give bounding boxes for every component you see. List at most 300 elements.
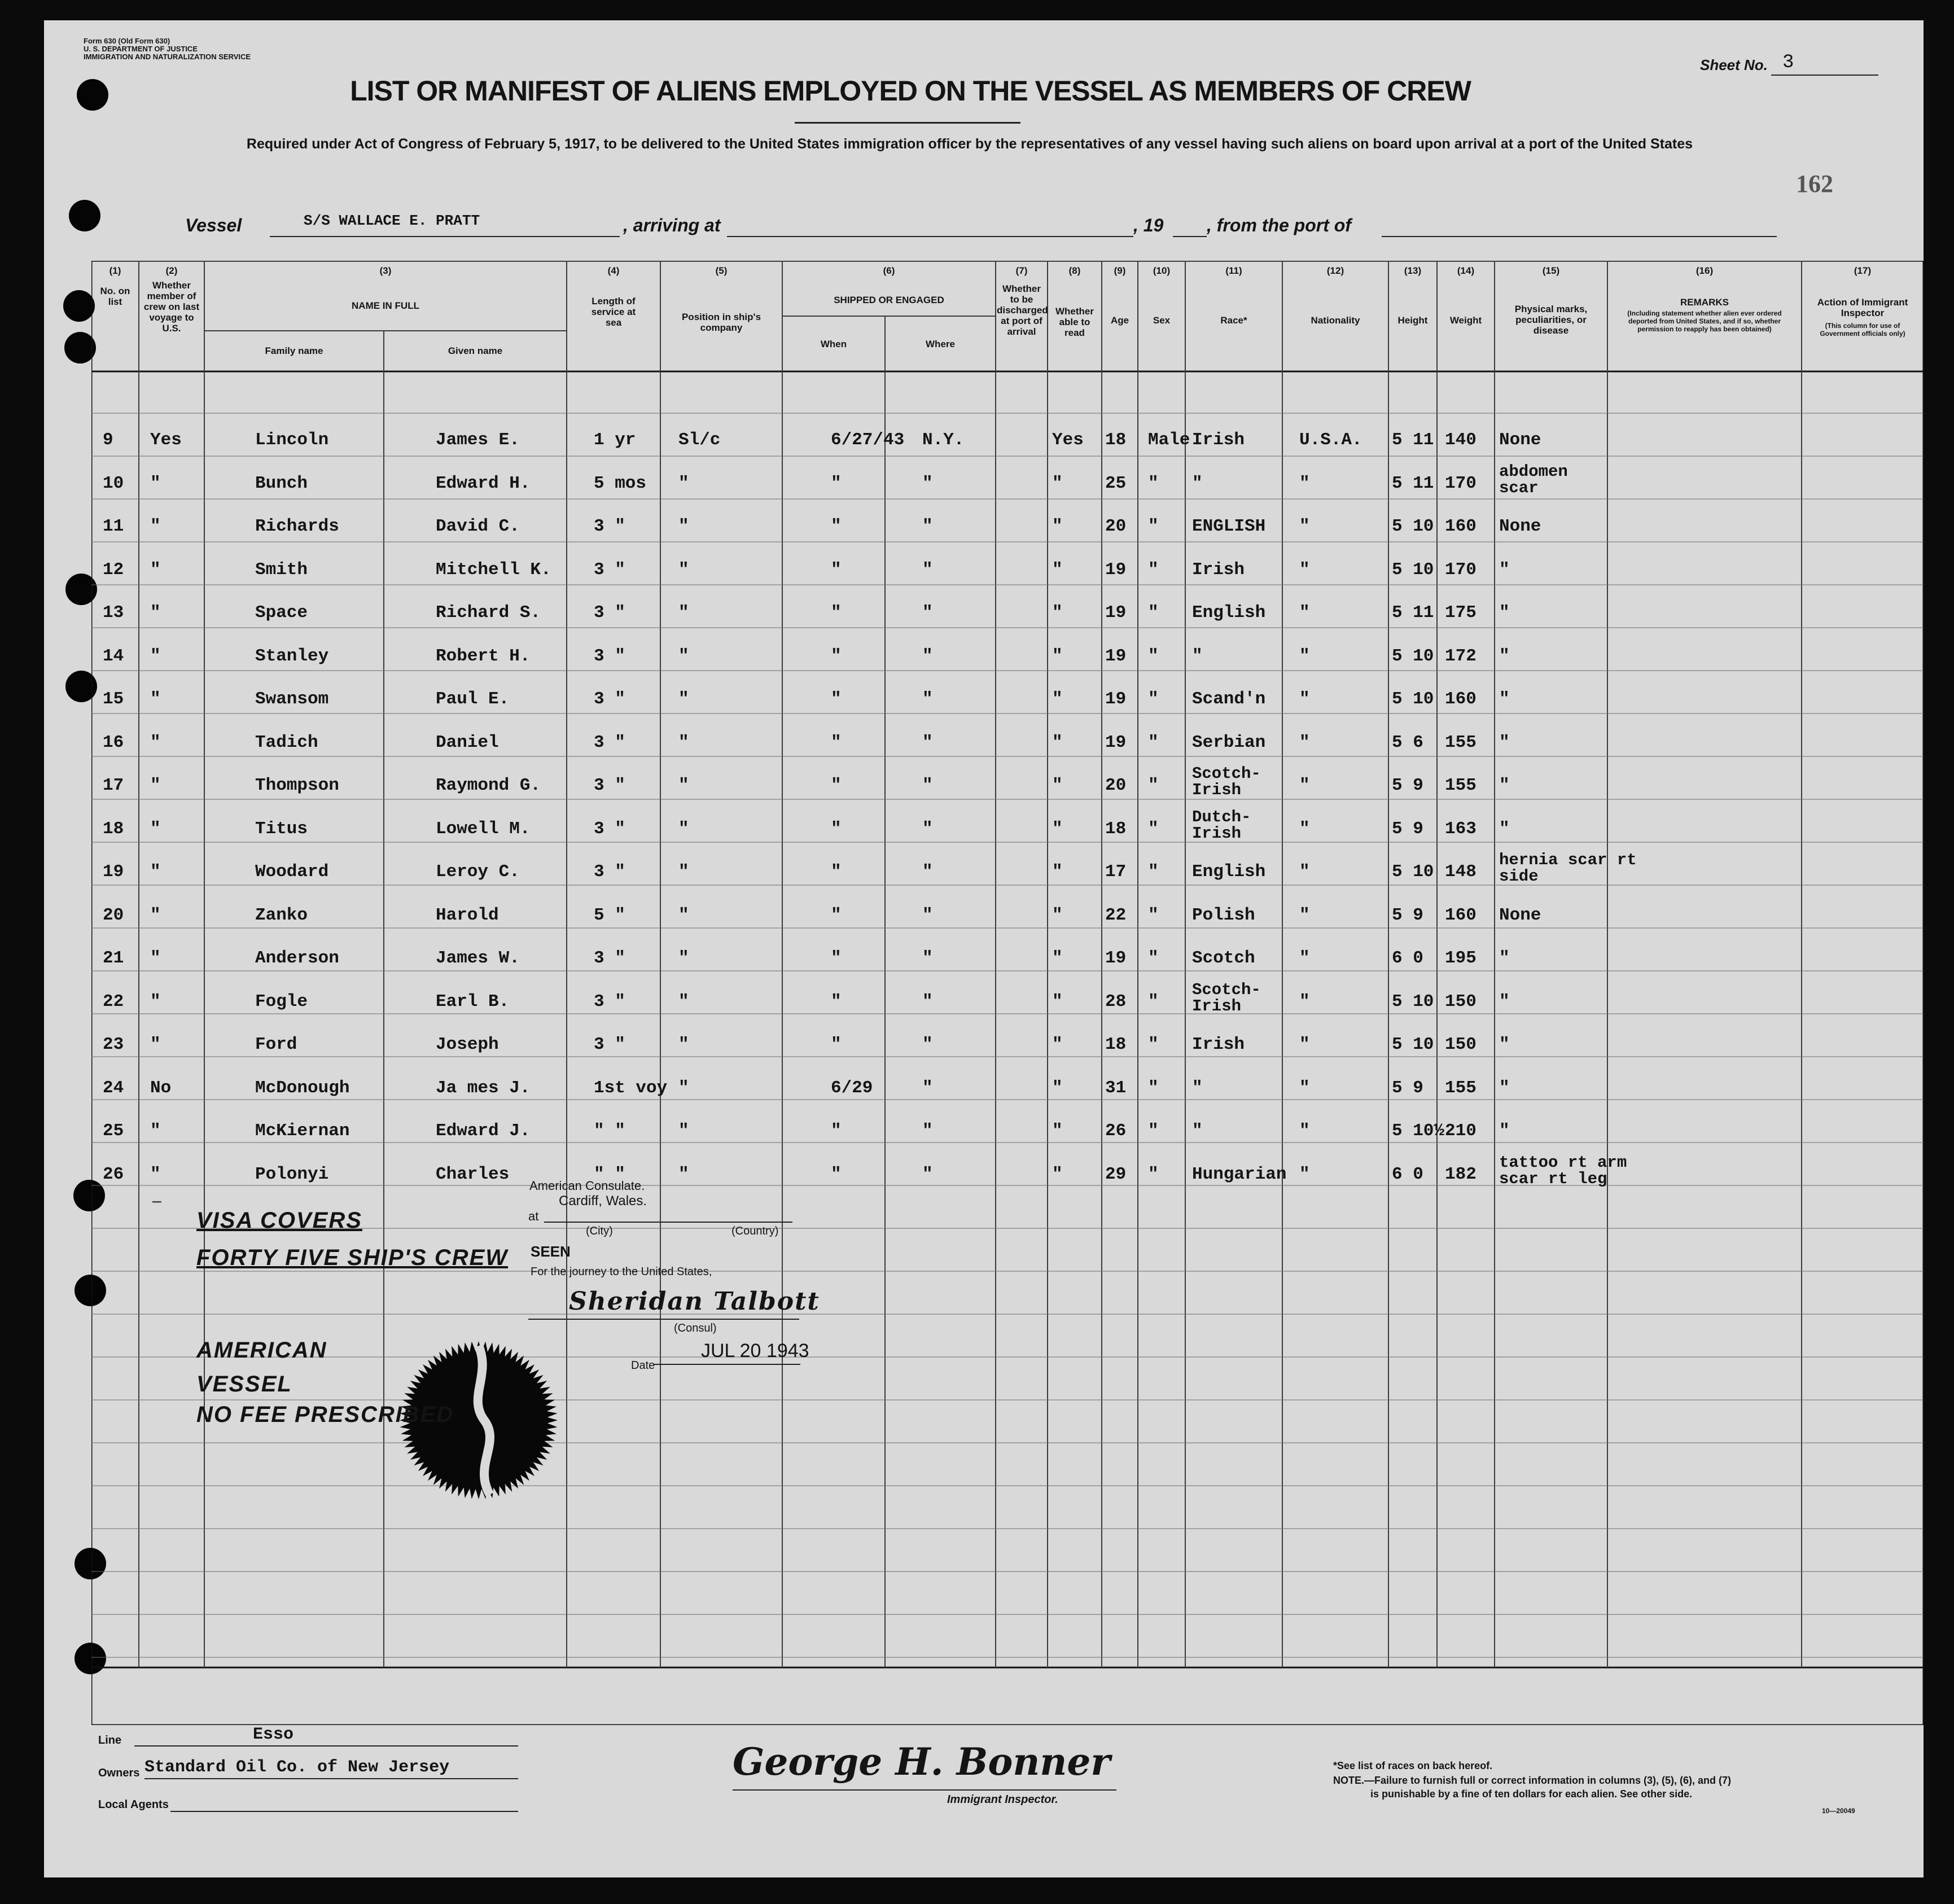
cell-height: 5 10 — [1392, 689, 1434, 709]
cell-nationality: " — [1299, 689, 1310, 709]
cell-shipped-where: " — [922, 991, 933, 1012]
arriving-label: , arriving at — [623, 215, 721, 235]
cell-able-to-read: " — [1052, 1035, 1063, 1054]
col-header-remarks-note: (Including statement whether alien ever ordered deported from United States, and if so, whether permission to reapply has been obtained) — [1627, 309, 1782, 333]
cell-physical-marks: " — [1499, 1035, 1510, 1054]
cell-position: " — [678, 689, 689, 709]
cell-length-of-service: " " — [594, 1121, 625, 1141]
cell-length-of-service: 3 " — [594, 689, 625, 709]
inspector-signature: George H. Bonner — [733, 1740, 1111, 1784]
cell-physical-marks: " — [1499, 948, 1510, 968]
owners-label: Owners — [98, 1767, 140, 1779]
cell-nationality: " — [1299, 948, 1310, 968]
cell-age: 19 — [1105, 732, 1127, 752]
cell-age: 28 — [1105, 991, 1127, 1012]
cell-age: 22 — [1105, 905, 1127, 925]
cell-row-number: 23 — [103, 1035, 124, 1054]
cell-position: " — [678, 862, 689, 882]
cell-family-name: Titus — [255, 818, 308, 839]
cell-sex: " — [1148, 1164, 1159, 1184]
col-header-height: Height — [1397, 315, 1428, 326]
cell-height: 5 10 — [1392, 991, 1434, 1012]
cell-shipped-when: " — [831, 948, 842, 968]
cell-family-name: Anderson — [255, 948, 339, 968]
owners-underline — [144, 1778, 518, 1779]
cell-sex: " — [1148, 646, 1159, 666]
handwritten-vessel: VESSEL — [196, 1372, 292, 1397]
line-label: Line — [98, 1734, 122, 1747]
cell-shipped-where: " — [922, 818, 933, 839]
vessel-label: Vessel — [185, 215, 242, 235]
cell-weight: 150 — [1445, 1035, 1477, 1054]
cell-shipped-where: " — [922, 1121, 933, 1141]
cell-length-of-service: 3 " — [594, 991, 625, 1012]
col-header-action-inspector: Action of Immigrant Inspector — [1817, 297, 1908, 318]
inspector-label: Immigrant Inspector. — [947, 1793, 1058, 1806]
cell-family-name: Bunch — [255, 473, 308, 493]
city-label: (City) — [586, 1225, 613, 1237]
col-num-11: (11) — [1225, 265, 1242, 276]
cell-age: 31 — [1105, 1078, 1127, 1098]
cell-race: Scotch — [1192, 948, 1255, 968]
col-header-length-of-service: Length of service at sea — [591, 296, 636, 328]
col-num-8: (8) — [1068, 265, 1081, 276]
cell-race: English — [1192, 862, 1266, 882]
form-number-line: U. S. DEPARTMENT OF JUSTICE — [84, 45, 198, 53]
col-header-age: Age — [1110, 315, 1129, 326]
cell-shipped-where: " — [922, 559, 933, 580]
cell-height: 5 10½ — [1392, 1121, 1445, 1141]
cell-family-name: Tadich — [255, 732, 318, 752]
cell-weight: 210 — [1445, 1121, 1477, 1141]
form-number-line: Form 630 (Old Form 630) — [84, 37, 170, 45]
cell-member-last-voyage: " — [150, 689, 161, 709]
cell-physical-marks: " — [1499, 559, 1510, 580]
cell-race: " — [1192, 1121, 1203, 1141]
cell-member-last-voyage: " — [150, 1164, 161, 1184]
cell-sex: " — [1148, 991, 1159, 1012]
col-header-when: When — [820, 339, 847, 349]
cell-given-name: Edward J. — [436, 1121, 531, 1141]
cell-height: 5 10 — [1392, 646, 1434, 666]
cell-given-name: Leroy C. — [436, 862, 520, 882]
cell-age: 19 — [1105, 646, 1127, 666]
col-header-member-last-voyage: Whether member of crew on last voyage to U.S. — [143, 280, 200, 334]
cell-nationality: " — [1299, 862, 1310, 882]
cell-able-to-read: " — [1052, 1164, 1063, 1184]
cell-age: 19 — [1105, 559, 1127, 580]
cell-nationality: " — [1299, 559, 1310, 580]
port-line — [1382, 236, 1777, 237]
cell-able-to-read: " — [1052, 948, 1063, 968]
cell-position: " — [678, 1035, 689, 1054]
cell-shipped-where: N.Y. — [922, 430, 965, 450]
cell-shipped-where: " — [922, 1078, 933, 1098]
cell-able-to-read: " — [1052, 862, 1063, 882]
cell-able-to-read: " — [1052, 646, 1063, 666]
cell-length-of-service: 3 " — [594, 776, 625, 795]
cell-physical-marks: None — [1499, 905, 1541, 925]
col-header-name-in-full: NAME IN FULL — [352, 300, 419, 311]
cell-physical-marks: " — [1499, 1121, 1510, 1141]
cell-able-to-read: " — [1052, 732, 1063, 752]
cell-physical-marks: tattoo rt arm scar rt leg — [1499, 1153, 1627, 1188]
cell-position: " — [678, 603, 689, 623]
cell-nationality: " — [1299, 776, 1310, 795]
country-label: (Country) — [731, 1225, 779, 1237]
cell-position: " — [678, 473, 689, 493]
col-header-nationality: Nationality — [1311, 315, 1360, 326]
cell-shipped-where: " — [922, 646, 933, 666]
cell-able-to-read: " — [1052, 1078, 1063, 1098]
cell-row-number: 19 — [103, 862, 124, 882]
cell-shipped-where: " — [922, 517, 933, 536]
cell-member-last-voyage: " — [150, 991, 161, 1012]
cell-age: 20 — [1105, 517, 1127, 536]
cell-member-last-voyage: " — [150, 818, 161, 839]
cell-sex: " — [1148, 1121, 1159, 1141]
cell-shipped-when: " — [831, 1035, 842, 1054]
cell-row-number: 16 — [103, 732, 124, 752]
cell-given-name: David C. — [436, 517, 520, 536]
cell-position: " — [678, 1078, 689, 1098]
cell-given-name: Richard S. — [436, 603, 541, 623]
cell-race: Hungarian — [1192, 1164, 1287, 1184]
cell-height: 5 11 — [1392, 603, 1434, 623]
cell-weight: 172 — [1445, 646, 1477, 666]
cell-weight: 150 — [1445, 991, 1477, 1012]
cell-position: " — [678, 1164, 689, 1184]
col-num-7: (7) — [1015, 265, 1028, 276]
cell-weight: 170 — [1445, 473, 1477, 493]
inspector-line — [733, 1789, 1116, 1791]
cell-shipped-where: " — [922, 1164, 933, 1184]
cell-member-last-voyage: " — [150, 517, 161, 536]
cell-family-name: Fogle — [255, 991, 308, 1012]
cell-height: 6 0 — [1392, 948, 1423, 968]
cell-family-name: McKiernan — [255, 1121, 350, 1141]
cell-weight: 170 — [1445, 559, 1477, 580]
cell-family-name: Woodard — [255, 862, 329, 882]
at-label: at — [528, 1209, 539, 1223]
cell-able-to-read: " — [1052, 776, 1063, 795]
cell-physical-marks: " — [1499, 689, 1510, 709]
cell-length-of-service: 3 " — [594, 646, 625, 666]
cell-race: ENGLISH — [1192, 517, 1266, 536]
cell-family-name: Thompson — [255, 776, 339, 795]
cell-shipped-when: " — [831, 905, 842, 925]
cell-member-last-voyage: No — [150, 1078, 172, 1098]
cell-position: " — [678, 948, 689, 968]
punch-hole — [69, 200, 100, 231]
cell-able-to-read: " — [1052, 473, 1063, 493]
cell-race: Scotch-Irish — [1192, 980, 1261, 1016]
owners-value: Standard Oil Co. of New Jersey — [144, 1758, 450, 1777]
cell-row-number: 13 — [103, 603, 124, 623]
date-line — [654, 1364, 800, 1365]
col-num-16: (16) — [1695, 265, 1714, 276]
cell-position: " — [678, 1121, 689, 1141]
cell-weight: 148 — [1445, 862, 1477, 882]
cell-nationality: " — [1299, 517, 1310, 536]
date-label: Date — [631, 1359, 655, 1372]
cell-given-name: Harold — [436, 905, 499, 925]
cell-height: 6 0 — [1392, 1164, 1423, 1184]
cell-height: 5 9 — [1392, 905, 1423, 925]
cell-sex: " — [1148, 603, 1159, 623]
cell-member-last-voyage: " — [150, 603, 161, 623]
cell-row-number: 14 — [103, 646, 124, 666]
cell-shipped-when: " — [831, 991, 842, 1012]
cell-age: 19 — [1105, 948, 1127, 968]
cell-given-name: Lowell M. — [436, 818, 531, 839]
col-header-sex: Sex — [1153, 315, 1171, 326]
port-label: , from the port of — [1207, 215, 1351, 235]
cell-shipped-when: " — [831, 732, 842, 752]
col-header-action-note: (This column for use of Government officials only) — [1820, 322, 1905, 338]
cell-nationality: " — [1299, 603, 1310, 623]
cell-shipped-when: " — [831, 862, 842, 882]
cell-given-name: Daniel — [436, 732, 499, 752]
cell-given-name: Raymond G. — [436, 776, 541, 795]
cell-length-of-service: 3 " — [594, 603, 625, 623]
col-num-1: (1) — [109, 265, 121, 276]
cell-row-number: 11 — [103, 517, 124, 536]
cell-sex: " — [1148, 818, 1159, 839]
cell-position: " — [678, 905, 689, 925]
col-num-6: (6) — [883, 265, 895, 276]
cell-sex: " — [1148, 1078, 1159, 1098]
cell-given-name: James E. — [436, 430, 520, 450]
cell-able-to-read: Yes — [1052, 430, 1084, 450]
cell-height: 5 6 — [1392, 732, 1423, 752]
cell-race: English — [1192, 603, 1266, 623]
cell-height: 5 9 — [1392, 818, 1423, 839]
cell-weight: 155 — [1445, 732, 1477, 752]
cell-race: Irish — [1192, 430, 1245, 450]
cell-given-name: Mitchell K. — [436, 559, 551, 580]
cell-given-name: Charles — [436, 1164, 510, 1184]
cell-age: 18 — [1105, 430, 1127, 450]
cell-able-to-read: " — [1052, 818, 1063, 839]
cell-length-of-service: 3 " — [594, 732, 625, 752]
cell-weight: 182 — [1445, 1164, 1477, 1184]
cell-race: Scotch-Irish — [1192, 764, 1261, 799]
consulate-label: American Consulate. — [529, 1179, 645, 1193]
unused-line-mark: — — [152, 1193, 161, 1210]
cell-age: 26 — [1105, 1121, 1127, 1141]
cell-length-of-service: 1st voy — [594, 1078, 668, 1098]
year-line — [1173, 236, 1207, 237]
cell-sex: " — [1148, 559, 1159, 580]
cell-nationality: U.S.A. — [1299, 430, 1362, 450]
cell-member-last-voyage: " — [150, 559, 161, 580]
cell-length-of-service: 3 " — [594, 517, 625, 536]
cell-row-number: 17 — [103, 776, 124, 795]
cell-nationality: " — [1299, 1035, 1310, 1054]
cell-weight: 195 — [1445, 948, 1477, 968]
cell-position: " — [678, 818, 689, 839]
cell-age: 25 — [1105, 473, 1127, 493]
vessel-line — [270, 236, 620, 237]
cell-position: Sl/c — [678, 430, 721, 450]
cell-race: Irish — [1192, 559, 1245, 580]
sheet-number-line — [1771, 75, 1878, 76]
cell-shipped-where: " — [922, 1035, 933, 1054]
cell-row-number: 22 — [103, 991, 124, 1012]
cell-member-last-voyage: " — [150, 646, 161, 666]
handwritten-crew-count: FORTY FIVE SHIP'S CREW — [196, 1245, 509, 1270]
cell-able-to-read: " — [1052, 559, 1063, 580]
year-label: , 19 — [1133, 215, 1164, 235]
cell-sex: " — [1148, 948, 1159, 968]
cell-age: 20 — [1105, 776, 1127, 795]
col-num-9: (9) — [1114, 265, 1126, 276]
col-num-14: (14) — [1457, 265, 1475, 276]
cell-shipped-when: " — [831, 517, 842, 536]
cell-weight: 160 — [1445, 517, 1477, 536]
agents-underline — [170, 1811, 518, 1812]
cell-height: 5 10 — [1392, 1035, 1434, 1054]
cell-row-number: 18 — [103, 818, 124, 839]
arriving-line — [727, 236, 1133, 237]
cell-height: 5 10 — [1392, 559, 1434, 580]
cell-length-of-service: " " — [594, 1164, 625, 1184]
cell-physical-marks: " — [1499, 732, 1510, 752]
cell-member-last-voyage: " — [150, 948, 161, 968]
cell-shipped-when: " — [831, 603, 842, 623]
col-num-12: (12) — [1326, 265, 1344, 276]
agents-label: Local Agents — [98, 1798, 169, 1811]
cell-shipped-when: " — [831, 776, 842, 795]
sheet-number: 3 — [1782, 52, 1794, 73]
cell-sex: " — [1148, 776, 1159, 795]
cell-shipped-where: " — [922, 732, 933, 752]
cell-able-to-read: " — [1052, 689, 1063, 709]
title-underline — [795, 122, 1020, 124]
cell-age: 19 — [1105, 603, 1127, 623]
col-header-shipped-engaged: SHIPPED OR ENGAGED — [834, 295, 944, 305]
cell-able-to-read: " — [1052, 603, 1063, 623]
cell-family-name: Lincoln — [255, 430, 329, 450]
cell-position: " — [678, 646, 689, 666]
cell-position: " — [678, 991, 689, 1012]
col-header-position: Position in ship's company — [681, 312, 761, 333]
cell-family-name: Polonyi — [255, 1164, 329, 1184]
cell-family-name: Smith — [255, 559, 308, 580]
punch-hole — [63, 290, 95, 322]
cell-sex: " — [1148, 517, 1159, 536]
cell-weight: 175 — [1445, 603, 1477, 623]
cell-length-of-service: 5 " — [594, 905, 625, 925]
form-number — [84, 37, 251, 61]
cell-member-last-voyage: " — [150, 1121, 161, 1141]
cell-position: " — [678, 559, 689, 580]
cell-physical-marks: None — [1499, 517, 1541, 536]
vessel-name: S/S WALLACE E. PRATT — [304, 212, 480, 229]
cell-physical-marks: " — [1499, 818, 1510, 839]
cell-family-name: Zanko — [255, 905, 308, 925]
cell-family-name: Stanley — [255, 646, 329, 666]
cell-given-name: Joseph — [436, 1035, 499, 1054]
cell-height: 5 10 — [1392, 862, 1434, 882]
sheet-label: Sheet No. — [1700, 56, 1768, 73]
manifest-sheet — [44, 20, 1924, 1877]
cell-length-of-service: 3 " — [594, 862, 625, 882]
line-underline — [134, 1745, 518, 1747]
cell-height: 5 10 — [1392, 517, 1434, 536]
cell-shipped-when: 6/27/43 — [831, 430, 905, 450]
cell-given-name: Earl B. — [436, 991, 510, 1012]
cell-length-of-service: 3 " — [594, 1035, 625, 1054]
cell-race: " — [1192, 646, 1203, 666]
cell-nationality: " — [1299, 646, 1310, 666]
cell-race: Serbian — [1192, 732, 1266, 752]
col-num-17: (17) — [1854, 265, 1872, 276]
cell-height: 5 9 — [1392, 1078, 1423, 1098]
cell-able-to-read: " — [1052, 905, 1063, 925]
note-penalty-1: NOTE.—Failure to furnish full or correct information in columns (3), (5), (6), and (7) — [1333, 1775, 1732, 1786]
city-line — [544, 1222, 792, 1223]
consul-signature: Sheridan Talbott — [569, 1287, 820, 1316]
cell-sex: Male — [1148, 430, 1190, 450]
cell-shipped-where: " — [922, 473, 933, 493]
col-header-given-name: Given name — [448, 345, 503, 356]
col-header-family-name: Family name — [265, 345, 323, 356]
cell-able-to-read: " — [1052, 1121, 1063, 1141]
cell-member-last-voyage: " — [150, 776, 161, 795]
cell-given-name: Edward H. — [436, 473, 531, 493]
cell-weight: 155 — [1445, 1078, 1477, 1098]
col-header-physical-marks: Physical marks, peculiarities, or disease — [1514, 304, 1588, 336]
cell-shipped-when: " — [831, 1164, 842, 1184]
cell-nationality: " — [1299, 1078, 1310, 1098]
cell-race: Polish — [1192, 905, 1255, 925]
cell-length-of-service: 5 mos — [594, 473, 647, 493]
cell-height: 5 9 — [1392, 776, 1423, 795]
cell-shipped-where: " — [922, 603, 933, 623]
cell-nationality: " — [1299, 905, 1310, 925]
line-value: Esso — [253, 1725, 294, 1744]
cell-age: 18 — [1105, 818, 1127, 839]
cell-physical-marks: " — [1499, 776, 1510, 795]
page-subtitle: Required under Act of Congress of February 5, 1917, to be delivered to the United States immigration officer by the representatives of any vessel having such aliens on board upon arrival at a port of the United States — [246, 136, 1693, 152]
col-num-2: (2) — [165, 265, 178, 276]
cell-position: " — [678, 517, 689, 536]
cell-shipped-when: 6/29 — [831, 1078, 873, 1098]
col-header-able-to-read: Whether able to read — [1055, 306, 1094, 338]
table-grid-lines — [91, 261, 1924, 1725]
cell-row-number: 12 — [103, 559, 124, 580]
cell-sex: " — [1148, 905, 1159, 925]
cell-given-name: Paul E. — [436, 689, 510, 709]
cell-age: 17 — [1105, 862, 1127, 882]
cell-weight: 160 — [1445, 689, 1477, 709]
cell-weight: 160 — [1445, 905, 1477, 925]
col-header-no-on-list: No. on list — [100, 286, 130, 307]
stamped-number: 162 — [1796, 170, 1833, 198]
cell-row-number: 21 — [103, 948, 124, 968]
consul-line — [528, 1319, 799, 1320]
cell-race: " — [1192, 1078, 1203, 1098]
cell-row-number: 26 — [103, 1164, 124, 1184]
col-header-remarks: REMARKS — [1680, 297, 1729, 308]
cell-shipped-when: " — [831, 689, 842, 709]
cell-physical-marks: abdomen scar — [1499, 462, 1568, 497]
cell-shipped-when: " — [831, 559, 842, 580]
cell-row-number: 15 — [103, 689, 124, 709]
cell-sex: " — [1148, 732, 1159, 752]
